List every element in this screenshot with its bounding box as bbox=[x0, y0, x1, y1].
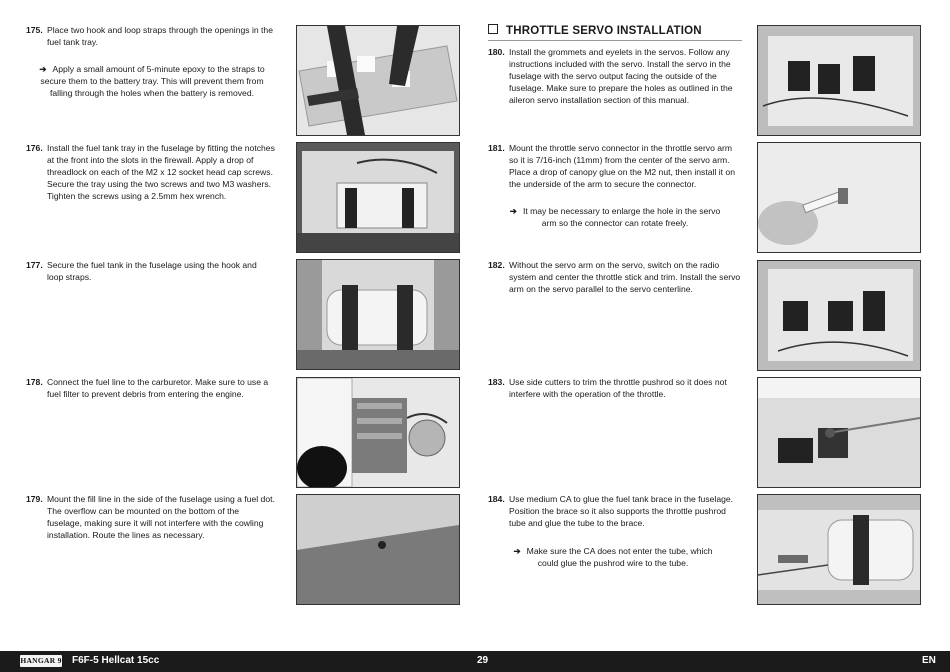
step-number: 176. bbox=[26, 143, 43, 153]
step-text: Without the servo arm on the servo, switch on the radio system and center the throttle stick and trim. Install the servo arm on the servo parallel to the servo centerline. bbox=[509, 260, 741, 294]
step-number: 181. bbox=[488, 143, 505, 153]
step-text: Mount the fill line in the side of the fuselage using a fuel dot. The overflow can be mounted on the bottom of the fuselage, making sure it will not interfere with the cowling installation. Route the lines as necessary. bbox=[47, 494, 275, 540]
arrow-icon: ➔ bbox=[39, 64, 47, 74]
fill-line-image bbox=[297, 495, 459, 604]
note-text: Apply a small amount of 5-minute epoxy to the straps to secure them to the battery tray. This will prevent them from falling through the holes when the battery is removed. bbox=[40, 64, 265, 98]
tank-strapped-image bbox=[297, 260, 459, 369]
photo-pushrod-trim bbox=[757, 377, 921, 488]
pushrod-image bbox=[758, 378, 920, 487]
footer-product-title: F6F-5 Hellcat 15cc bbox=[72, 655, 160, 666]
photo-servo-connector bbox=[757, 142, 921, 253]
carburetor-image bbox=[297, 378, 459, 487]
photo-fuel-tank-strapped bbox=[296, 259, 460, 370]
photo-servo-arm-centered bbox=[757, 260, 921, 371]
arrow-icon: ➔ bbox=[509, 206, 517, 216]
arrow-icon: ➔ bbox=[513, 546, 521, 556]
servo-installed-image bbox=[758, 26, 920, 135]
footer-bar bbox=[0, 651, 950, 672]
step-number: 175. bbox=[26, 25, 43, 35]
step-number: 183. bbox=[488, 377, 505, 387]
photo-carburetor-fuel-line bbox=[296, 377, 460, 488]
step-text: Use medium CA to glue the fuel tank brace in the fuselage. Position the brace so it also supports the throttle pushrod tube and glue the tube to the brace. bbox=[509, 494, 734, 528]
note-175 bbox=[36, 63, 268, 99]
servo-arm-image bbox=[758, 261, 920, 370]
step-text: Secure the fuel tank in the fuselage using the hook and loop straps. bbox=[47, 260, 257, 282]
hangar9-logo: HANGAR 9 bbox=[20, 656, 62, 665]
note-184 bbox=[512, 545, 714, 569]
photo-tank-brace bbox=[757, 494, 921, 605]
photo-servo-installed bbox=[757, 25, 921, 136]
page-number: 29 bbox=[477, 655, 489, 666]
step-number: 182. bbox=[488, 260, 505, 270]
section-title-text: THROTTLE SERVO INSTALLATION bbox=[506, 25, 702, 37]
step-number: 180. bbox=[488, 47, 505, 57]
step-text: Install the fuel tank tray in the fuselage by fitting the notches at the front into the slots in the firewall. Apply a drop of threadlock on each of the M2 x 12 socket head cap screws. Secure the tray using the two screws and two M3 washers. Tighten the screws using a 2.5mm hex wrench. bbox=[47, 143, 275, 201]
tray-straps-image bbox=[297, 26, 459, 135]
step-number: 178. bbox=[26, 377, 43, 387]
servo-connector-image bbox=[758, 143, 920, 252]
language-code: EN bbox=[922, 655, 936, 666]
photo-fill-line-fuselage bbox=[296, 494, 460, 605]
step-text: Connect the fuel line to the carburetor. Make sure to use a fuel filter to prevent debris from entering the engine. bbox=[47, 377, 269, 399]
step-number: 184. bbox=[488, 494, 505, 504]
photo-fuel-tank-tray-straps bbox=[296, 25, 460, 136]
step-text: Install the grommets and eyelets in the servos. Follow any instructions included with the servo. Install the servo in the fuselage with the servo output facing the outside of the fuselage. Make sure to prepare the holes as outlined in the aileron servo installation section of this manual. bbox=[509, 47, 733, 105]
checkbox-icon bbox=[488, 24, 498, 34]
step-text: Place two hook and loop straps through the openings in the fuel tank tray. bbox=[47, 25, 273, 47]
note-181 bbox=[505, 205, 725, 229]
step-text: Use side cutters to trim the throttle pushrod so it does not interfere with the operation of the throttle. bbox=[509, 377, 727, 399]
step-text: Mount the throttle servo connector in the throttle servo arm so it is 7/16-inch (11mm) from the center of the servo arm. Place a drop of canopy glue on the M2 nut, then install it on the underside of the arm to secure the connector. bbox=[509, 143, 735, 189]
tray-fuselage-image bbox=[297, 143, 459, 252]
note-text: It may be necessary to enlarge the hole in the servo arm so the connector can rotate freely. bbox=[522, 206, 721, 228]
tank-brace-image bbox=[758, 495, 920, 604]
step-number: 179. bbox=[26, 494, 43, 504]
step-number: 177. bbox=[26, 260, 43, 270]
photo-tray-in-fuselage bbox=[296, 142, 460, 253]
section-title-throttle-servo bbox=[488, 24, 742, 41]
note-text: Make sure the CA does not enter the tube, which could glue the pushrod wire to the tube. bbox=[526, 546, 713, 568]
